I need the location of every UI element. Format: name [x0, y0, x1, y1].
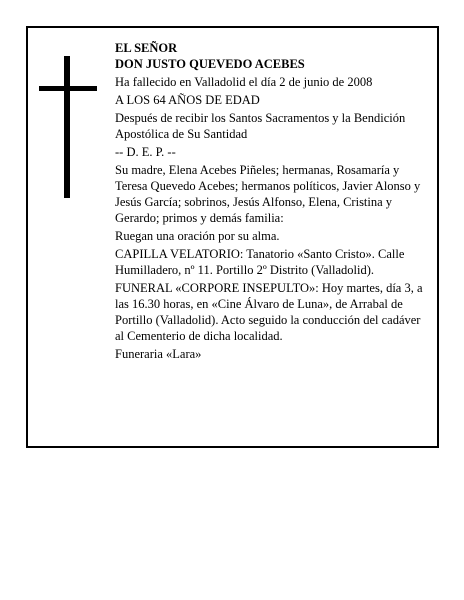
cross-horizontal-bar: [39, 86, 97, 91]
deceased-name: DON JUSTO QUEVEDO ACEBES: [115, 57, 305, 71]
cross-vertical-bar: [64, 56, 70, 198]
dep-line: -- D. E. P. --: [115, 145, 176, 159]
family-paragraph: Su madre, Elena Acebes Piñeles; hermanas, Rosamaría y Teresa Quevedo Acebes; hermanos políticos, Javier Alonso y Jesús García; sobrinos, Jesús Alfonso, Elena, Cristina y Gerardo; primos y demás familia:: [115, 163, 421, 225]
funeral-paragraph: FUNERAL «CORPORE INSEPULTO»: Hoy martes, día 3, a las 16.30 horas, en «Cine Álvaro de Luna», de Arrabal de Portillo (Valladolid). Acto seguido la conducción del cadáver al Cementerio de dicha localidad.: [115, 281, 423, 343]
age-line: A LOS 64 AÑOS DE EDAD: [115, 93, 260, 107]
chapel-paragraph: CAPILLA VELATORIO: Tanatorio «Santo Cristo». Calle Humilladero, nº 11. Portillo 2º Distrito (Valladolid).: [115, 247, 405, 277]
prayer-line: Ruegan una oración por su alma.: [115, 229, 280, 243]
honorific-title: EL SEÑOR: [115, 41, 178, 55]
death-line: Ha fallecido en Valladolid el día 2 de junio de 2008: [115, 75, 373, 89]
sacraments-paragraph: Después de recibir los Santos Sacramentos y la Bendición Apostólica de Su Santidad: [115, 111, 406, 141]
cross-icon: [39, 56, 97, 198]
obituary-notice: [26, 26, 439, 448]
obituary-text: [115, 40, 427, 364]
funeral-home: Funeraria «Lara»: [115, 347, 202, 361]
